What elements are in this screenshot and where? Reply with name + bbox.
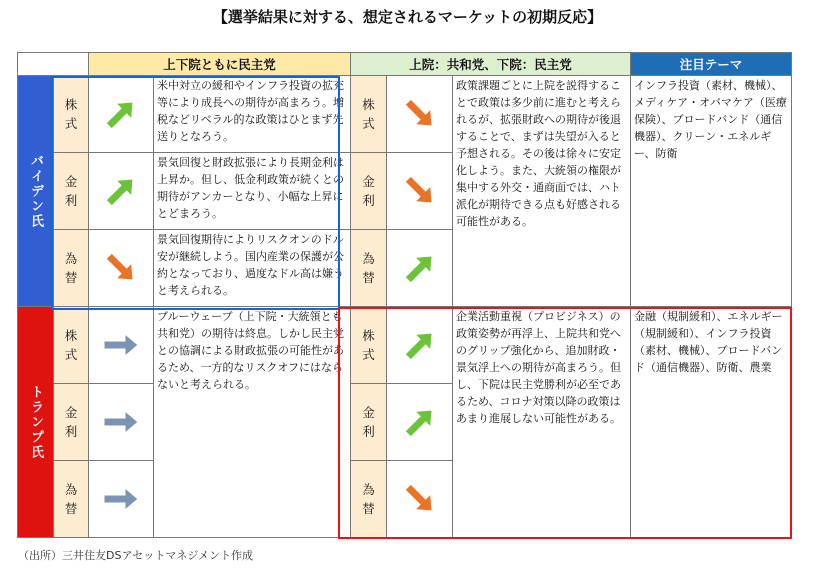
- arrow-up-icon: [387, 230, 453, 307]
- candidate-trump: トランプ氏: [17, 307, 54, 538]
- asset-label-stocks: 株式: [54, 76, 89, 153]
- arrow-right-icon: [89, 307, 154, 384]
- corner-cell: [17, 52, 89, 76]
- trump-themes-text: 金融（規制緩和）、エネルギー（規制緩和）、インフラ投資（素材、機械）、ブロードバンド（通信機器）、防衛、農業: [631, 307, 792, 538]
- arrow-up-icon: [89, 76, 154, 153]
- arrow-down-icon: [89, 230, 154, 307]
- arrow-right-icon: [89, 384, 154, 461]
- asset-label-rates: 金利: [351, 153, 387, 230]
- asset-label-fx: 為替: [351, 461, 387, 538]
- source-note: （出所）三井住友DSアセットマネジメント作成: [18, 549, 254, 562]
- asset-label-stocks: 株式: [54, 307, 89, 384]
- asset-label-fx: 為替: [351, 230, 387, 307]
- biden-themes-text: インフラ投資（素材、機械）、メディケア・オバマケア（医療保険）、ブロードバンド（通信機器）、クリーン・エネルギー、防衛: [631, 76, 792, 307]
- trump-s2-text: 企業活動重視（プロビジネス）の政策姿勢が再浮上、上院共和党へのグリップ強化から、追加財政・景気浮上への期待が高まろう。但し、下院は民主党勝利が必至であるため、コロナ対策以降の政策はあまり進展しない可能性がある。: [453, 307, 631, 538]
- biden-s1-stocks-text: 米中対立の緩和やインフラ投資の拡充等により成長への期待が高まろう。増税などリベラル的な政策はひとまず先送りとなろう。: [154, 76, 351, 153]
- asset-label-rates: 金利: [351, 384, 387, 461]
- asset-label-fx: 為替: [54, 461, 89, 538]
- arrow-up-icon: [387, 307, 453, 384]
- arrow-up-icon: [387, 384, 453, 461]
- candidate-biden: バイデン氏: [17, 76, 54, 307]
- asset-label-stocks: 株式: [351, 76, 387, 153]
- page-title: 【選挙結果に対する、想定されるマーケットの初期反応】: [212, 8, 603, 26]
- biden-s1-fx-text: 景気回復期待によりリスクオンのドル安が継続しよう。国内産業の保護が公約となっており、過度なドル高は嫌うと考えられる。: [154, 230, 351, 307]
- arrow-up-icon: [89, 153, 154, 230]
- arrow-down-icon: [387, 153, 453, 230]
- arrow-down-icon: [387, 76, 453, 153]
- trump-s1-text: ブルーウェーブ（上下院・大統領とも共和党）の期待は終息。しかし民主党との協調による財政拡張の可能性があるため、一方的なリスクオフにはならないと考えられる。: [154, 307, 351, 538]
- market-reaction-table: [17, 52, 792, 538]
- asset-label-stocks: 株式: [351, 307, 387, 384]
- header-scenario2: 上院：共和党、下院：民主党: [351, 52, 631, 76]
- biden-s1-rates-text: 景気回復と財政拡張により長期金利は上昇か。但し、低金利政策が続くとの期待がアンカーとなり、小幅な上昇にとどまろう。: [154, 153, 351, 230]
- header-themes: 注目テーマ: [631, 52, 792, 76]
- asset-label-rates: 金利: [54, 153, 89, 230]
- asset-label-fx: 為替: [54, 230, 89, 307]
- arrow-down-icon: [387, 461, 453, 538]
- biden-s2-text: 政策課題ごとに上院を説得することで政策は多少前に進むと考えられるが、拡張財政への期待が後退することで、まずは失望が入ると予想される。その後は徐々に安定化しよう。また、大統領の権限が集中する外交・通商面では、ハト派化が期待できる点も好感される可能性がある。: [453, 76, 631, 307]
- arrow-right-icon: [89, 461, 154, 538]
- header-scenario1: 上下院ともに民主党: [89, 52, 351, 76]
- asset-label-rates: 金利: [54, 384, 89, 461]
